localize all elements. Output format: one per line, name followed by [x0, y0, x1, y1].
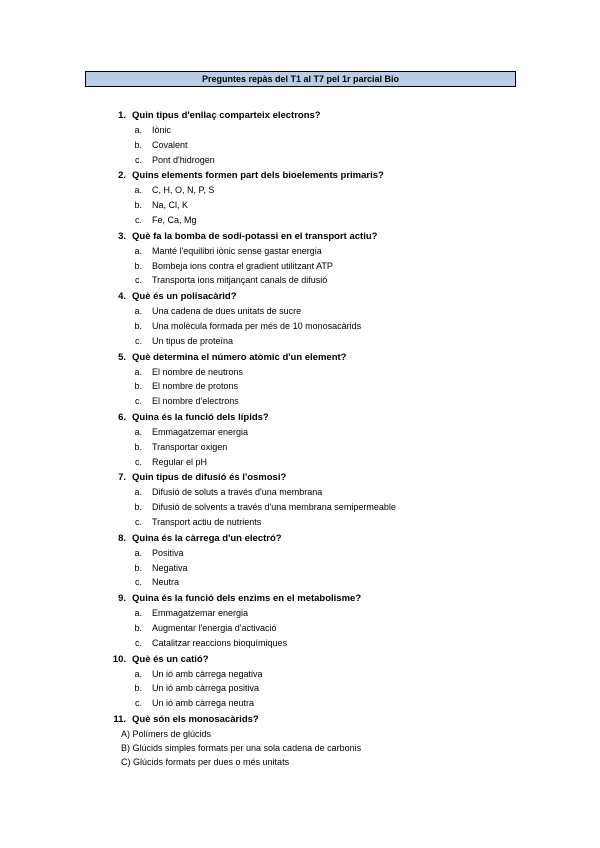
- question-text: Què són els monosacàrids?: [132, 713, 259, 725]
- question-heading: [100, 229, 560, 244]
- option-letter: c.: [134, 516, 142, 527]
- option-item: [100, 455, 560, 470]
- question-number: 3.: [118, 230, 126, 242]
- question-1: [100, 108, 560, 167]
- document-title: Preguntes repàs del T1 al T7 pel 1r parcial Bio: [85, 71, 516, 87]
- option-text: Na, Cl, K: [152, 200, 189, 211]
- option-item: [100, 606, 560, 621]
- option-letter: c.: [134, 214, 142, 225]
- question-list: [100, 108, 560, 770]
- option-text: Positiva: [152, 547, 184, 558]
- option-letter: b.: [134, 320, 142, 331]
- option-item: [100, 319, 560, 334]
- question-11: [100, 712, 560, 769]
- option-text: Transport actiu de nutrients: [152, 516, 262, 527]
- option-text: Un ió amb càrrega negativa: [152, 668, 263, 679]
- option-text: Bombeja ions contra el gradient utilitzant ATP: [152, 260, 333, 271]
- question-text: Quina és la funció dels enzims en el metabolisme?: [132, 593, 362, 605]
- option-letter: a.: [134, 487, 142, 498]
- question-7: [100, 470, 560, 529]
- option-item: [100, 681, 560, 696]
- option-text: Catalitzar reaccions bioquímiques: [152, 637, 288, 648]
- question-6: [100, 410, 560, 469]
- option-text: Un ió amb càrrega neutra: [152, 698, 255, 709]
- question-10: [100, 652, 560, 711]
- option-item: B) Glúcids simples formats per una sola cadena de carbonis: [121, 742, 362, 753]
- option-text: Un tipus de proteïna: [152, 335, 234, 346]
- option-item: [100, 425, 560, 440]
- option-text: Difusió de solvents a través d'una membrana semipermeable: [152, 502, 396, 513]
- question-heading: [100, 410, 560, 425]
- option-letter: a.: [134, 668, 142, 679]
- question-number: 5.: [118, 351, 126, 363]
- option-letter: c.: [134, 275, 142, 286]
- option-text: Fe, Ca, Mg: [152, 214, 197, 225]
- option-item: [100, 667, 560, 682]
- option-text: Augmentar l'energia d'activació: [152, 622, 277, 633]
- option-text: Neutra: [152, 577, 180, 588]
- option-item: [100, 123, 560, 138]
- option-item: [100, 500, 560, 515]
- question-heading: [100, 168, 560, 183]
- option-item: [100, 546, 560, 561]
- option-letter: b.: [134, 622, 142, 633]
- option-item: [100, 379, 560, 394]
- option-text: Regular el pH: [152, 456, 208, 467]
- question-number: 2.: [118, 170, 126, 182]
- question-text: Quins elements formen part dels bioelements primaris?: [132, 170, 384, 182]
- option-letter: a.: [134, 245, 142, 256]
- option-item: [100, 621, 560, 636]
- option-letter: b.: [134, 683, 142, 694]
- option-text: Difusió de soluts a través d'una membrana: [152, 487, 323, 498]
- question-text: Quina és la funció dels lípids?: [132, 411, 269, 423]
- option-letter: a.: [134, 547, 142, 558]
- option-text: El nombre de neutrons: [152, 366, 244, 377]
- option-text: Transportar oxigen: [152, 441, 228, 452]
- option-item: [100, 138, 560, 153]
- option-item: A) Polímers de glúcids: [121, 728, 212, 739]
- option-letter: a.: [134, 426, 142, 437]
- question-text: Què determina el número atòmic d'un element?: [132, 351, 347, 363]
- option-letter: b.: [134, 139, 142, 150]
- option-item: [100, 183, 560, 198]
- option-text: Negativa: [152, 562, 188, 573]
- option-letter: c.: [134, 154, 142, 165]
- option-letter: a.: [134, 306, 142, 317]
- option-item: C) Glúcids formats per dues o més unitats: [121, 756, 290, 767]
- option-item: [100, 561, 560, 576]
- option-item: [100, 636, 560, 651]
- option-letter: b.: [134, 441, 142, 452]
- option-text: Iònic: [152, 125, 172, 135]
- option-item: [100, 259, 560, 274]
- option-item: [100, 365, 560, 380]
- question-2: [100, 168, 560, 227]
- option-item: [100, 153, 560, 168]
- option-letter: b.: [134, 200, 142, 211]
- question-text: Quina és la càrrega d'un electró?: [132, 532, 282, 544]
- option-item: [100, 244, 560, 259]
- question-heading: [100, 350, 560, 365]
- option-item: [100, 575, 560, 590]
- option-letter: a.: [134, 366, 142, 377]
- option-item: [100, 515, 560, 530]
- option-text: Una molècula formada per més de 10 monosacàrids: [152, 320, 362, 331]
- question-number: 6.: [118, 411, 126, 423]
- option-letter: b.: [134, 562, 142, 573]
- question-heading: [100, 289, 560, 304]
- option-item: [100, 304, 560, 319]
- question-heading: [100, 470, 560, 485]
- option-item: [100, 696, 560, 711]
- question-text: Què és un polisacàrid?: [132, 291, 237, 303]
- option-item: [100, 213, 560, 228]
- option-letter: a.: [134, 125, 142, 135]
- question-9: [100, 591, 560, 650]
- option-item: [100, 394, 560, 409]
- question-heading: [100, 652, 560, 667]
- option-text: Emmagatzemar energia: [152, 608, 249, 619]
- question-heading: [100, 591, 560, 606]
- option-letter: c.: [134, 396, 142, 407]
- option-text: C, H, O, N, P, S: [152, 185, 215, 196]
- option-text: El nombre d'electrons: [152, 396, 239, 407]
- option-text: El nombre de protons: [152, 381, 239, 392]
- question-number: 8.: [118, 532, 126, 544]
- question-number: 11.: [113, 713, 126, 725]
- question-8: [100, 531, 560, 590]
- option-text: Emmagatzemar energia: [152, 426, 249, 437]
- option-letter: a.: [134, 185, 142, 196]
- question-3: [100, 229, 560, 288]
- question-5: [100, 350, 560, 409]
- option-text: Transporta ions mitjançant canals de difusió: [152, 275, 328, 286]
- question-text: Quin tipus d'enllaç comparteix electrons?: [132, 110, 321, 121]
- option-letter: c.: [134, 335, 142, 346]
- option-item: [100, 440, 560, 455]
- question-text: Què fa la bomba de sodi-potassi en el transport actiu?: [132, 230, 378, 242]
- option-text: Un ió amb càrrega positiva: [152, 683, 260, 694]
- option-text: Pont d'hidrogen: [152, 154, 215, 165]
- question-text: Quin tipus de difusió és l'osmosi?: [132, 472, 287, 484]
- option-letter: b.: [134, 260, 142, 271]
- question-heading: [100, 108, 560, 123]
- option-item: [100, 198, 560, 213]
- option-item: [100, 273, 560, 288]
- question-heading: [100, 712, 560, 727]
- question-number: 7.: [118, 472, 126, 484]
- option-text: Manté l'equilibri iònic sense gastar energia: [152, 245, 322, 256]
- option-text: Una cadena de dues unitats de sucre: [152, 306, 302, 317]
- option-letter: c.: [134, 637, 142, 648]
- option-text: Covalent: [152, 139, 188, 150]
- question-number: 10.: [112, 653, 126, 665]
- option-letter: b.: [134, 502, 142, 513]
- option-letter: b.: [134, 381, 142, 392]
- question-4: [100, 289, 560, 348]
- question-text: Què és un catió?: [132, 653, 209, 665]
- question-number: 1.: [118, 110, 126, 121]
- question-number: 4.: [118, 291, 126, 303]
- option-letter: c.: [134, 456, 142, 467]
- option-letter: c.: [134, 698, 142, 709]
- option-letter: a.: [134, 608, 142, 619]
- option-item: [100, 334, 560, 349]
- question-number: 9.: [118, 593, 126, 605]
- option-letter: c.: [134, 577, 142, 588]
- option-item: [100, 485, 560, 500]
- question-heading: [100, 531, 560, 546]
